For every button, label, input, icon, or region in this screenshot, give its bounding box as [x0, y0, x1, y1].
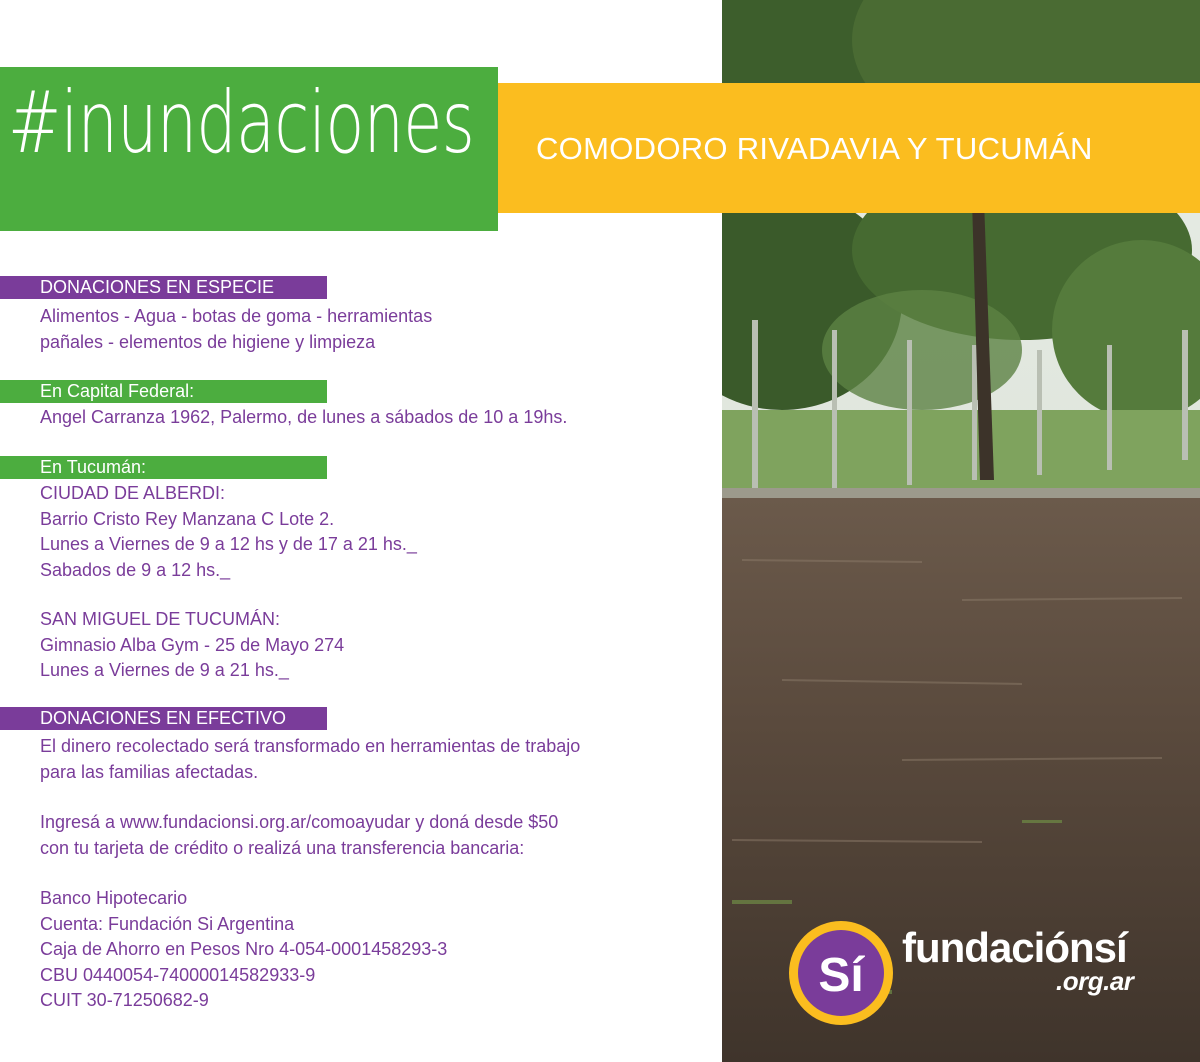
especie-line: Alimentos - Agua - botas de goma - herramientas — [40, 306, 433, 326]
san-miguel-title: SAN MIGUEL DE TUCUMÁN: — [40, 609, 281, 629]
especie-heading: DONACIONES EN ESPECIE — [40, 277, 275, 297]
efectivo-heading: DONACIONES EN EFECTIVO — [40, 708, 287, 728]
alberdi-line: Lunes a Viernes de 9 a 12 hs y de 17 a 21 hs._ — [40, 534, 417, 554]
san-miguel-line: Gimnasio Alba Gym - 25 de Mayo 274 — [40, 634, 345, 655]
logo-name: fundaciónsí — [902, 924, 1127, 971]
alberdi-line: Sabados de 9 a 12 hs._ — [40, 559, 231, 580]
logo-domain: .org.ar — [1056, 966, 1134, 996]
san-miguel-line: Lunes a Viernes de 9 a 21 hs._ — [40, 660, 289, 680]
efectivo-line: para las familias afectadas. — [40, 761, 259, 782]
tucuman-heading: En Tucumán: — [40, 457, 147, 477]
alberdi-line: Barrio Cristo Rey Manzana C Lote 2. — [40, 508, 335, 529]
capital-heading: En Capital Federal: — [40, 381, 195, 401]
efectivo-web-line: con tu tarjeta de crédito o realizá una transferencia bancaria: — [40, 837, 525, 858]
bank-line: Caja de Ahorro en Pesos Nro 4-054-0001458293-3 — [40, 939, 448, 959]
bank-line: CUIT 30-71250682-9 — [40, 990, 209, 1010]
alberdi-title: CIUDAD DE ALBERDI: — [40, 483, 226, 503]
logo-mark-text: Sí — [818, 949, 864, 1002]
bank-line: CBU 0440054-74000014582933-9 — [40, 964, 316, 985]
especie-line: pañales - elementos de higiene y limpieza — [40, 331, 376, 352]
bank-line: Cuenta: Fundación Si Argentina — [40, 913, 295, 934]
bank-line: Banco Hipotecario — [40, 888, 188, 908]
hashtag-title: #inundaciones — [8, 73, 475, 173]
capital-address: Angel Carranza 1962, Palermo, de lunes a sábados de 10 a 19hs. — [40, 407, 568, 427]
efectivo-web-line: Ingresá a www.fundacionsi.org.ar/comoayudar y doná desde $50 — [40, 812, 559, 832]
location-title: COMODORO RIVADAVIA Y TUCUMÁN — [536, 131, 1093, 166]
efectivo-line: El dinero recolectado será transformado en herramientas de trabajo — [40, 736, 581, 756]
fundacion-si-logo-mark — [786, 918, 896, 1033]
